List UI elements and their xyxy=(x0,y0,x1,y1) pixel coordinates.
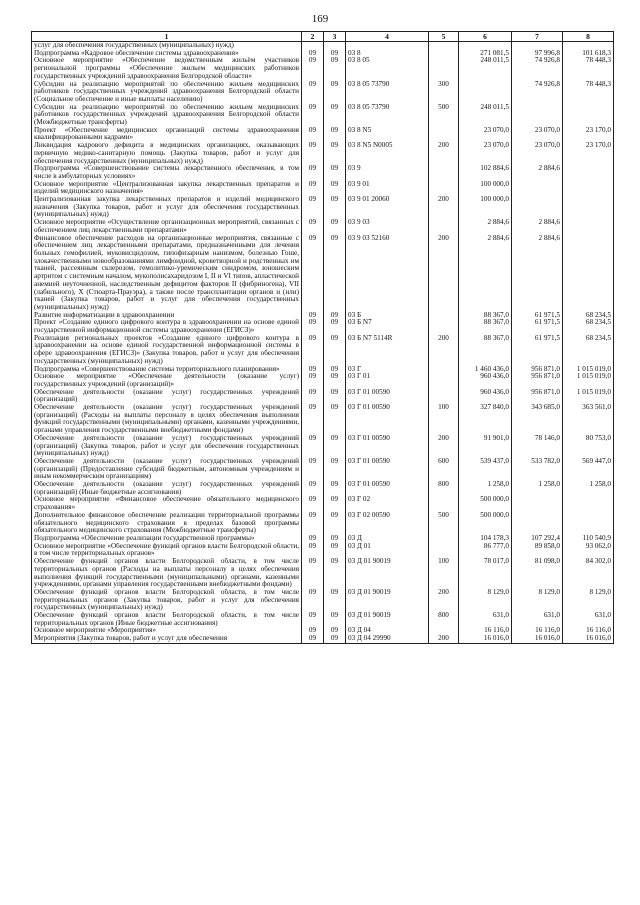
amount-col-6: 248 011,5 xyxy=(459,104,512,127)
target-article-code: 03 9 03 xyxy=(346,219,429,234)
subsection-code: 09 xyxy=(324,612,346,627)
subsection-code: 09 xyxy=(324,404,346,435)
row-description: Основное мероприятие «Централизованная закупка лекарственных препаратов и изделий медицинского назначения» xyxy=(32,181,302,196)
subsection-code: 09 xyxy=(324,558,346,589)
amount-col-6: 271 081,5 xyxy=(459,50,512,58)
amount-col-7: 61 971,5 xyxy=(512,319,563,334)
amount-col-8: 101 618,3 xyxy=(563,50,614,58)
amount-col-7: 16 116,0 xyxy=(512,627,563,635)
amount-col-7: 956 871,0 xyxy=(512,373,563,388)
subsection-code: 09 xyxy=(324,389,346,404)
amount-col-7: 8 129,0 xyxy=(512,589,563,612)
row-description: Основное мероприятие «Обеспечение деятельности (оказание услуг) государственных учреждений (организаций)» xyxy=(32,373,302,388)
amount-col-6: 8 129,0 xyxy=(459,589,512,612)
subsection-code: 09 xyxy=(324,104,346,127)
amount-col-6 xyxy=(459,42,512,50)
table-row xyxy=(32,612,614,627)
row-description: Дополнительное финансовое обеспечение реализации территориальной программы обязательного медицинского страхования в пределах базовой программы обязательного медицинского страхования (Межбюджетные трансферты) xyxy=(32,512,302,535)
table-row xyxy=(32,458,614,481)
expense-type-code xyxy=(429,57,459,80)
row-description: Подпрограмма «Кадровое обеспечение системы здравоохранения» xyxy=(32,50,302,58)
target-article-code: 03 8 xyxy=(346,50,429,58)
amount-col-8: 68 234,5 xyxy=(563,319,614,334)
amount-col-8: 16 016,0 xyxy=(563,635,614,643)
expense-type-code xyxy=(429,181,459,196)
row-description: Подпрограмма «Совершенствование системы лекарственного обеспечения, в том числе в амбулаторных условиях» xyxy=(32,165,302,180)
expense-type-code xyxy=(429,42,459,50)
row-description: Подпрограмма «Совершенствование системы территориального планирования» xyxy=(32,366,302,374)
table-row xyxy=(32,104,614,127)
amount-col-7: 2 884,6 xyxy=(512,165,563,180)
target-article-code: 03 8 N5 xyxy=(346,127,429,142)
amount-col-6: 327 840,0 xyxy=(459,404,512,435)
amount-col-6: 2 884,6 xyxy=(459,235,512,312)
amount-col-8: 23 170,0 xyxy=(563,142,614,165)
amount-col-6: 23 070,0 xyxy=(459,142,512,165)
amount-col-8 xyxy=(563,42,614,50)
amount-col-8: 93 062,0 xyxy=(563,543,614,558)
section-code: 09 xyxy=(302,389,324,404)
column-header: 7 xyxy=(512,32,563,42)
amount-col-8 xyxy=(563,181,614,196)
row-description: Обеспечение деятельности (оказание услуг) государственных учреждений (организаций) (Предоставление субсидий бюджетным, автономным учреждениям и иным некоммерческим организациям) xyxy=(32,458,302,481)
amount-col-6: 500 000,0 xyxy=(459,512,512,535)
expense-type-code xyxy=(429,312,459,320)
target-article-code: 03 Д 01 xyxy=(346,543,429,558)
table-row xyxy=(32,196,614,219)
amount-col-6: 16 016,0 xyxy=(459,635,512,643)
section-code: 09 xyxy=(302,142,324,165)
section-code: 09 xyxy=(302,512,324,535)
target-article-code: 03 Г 02 00590 xyxy=(346,512,429,535)
expense-type-code xyxy=(429,319,459,334)
amount-col-8: 78 448,3 xyxy=(563,57,614,80)
table-row xyxy=(32,366,614,374)
row-description: Субсидии на реализацию мероприятий по обеспечению жильем медицинских работников государственных учреждений здравоохранения Белгородской области (Социальное обеспечение и иные выплаты населению) xyxy=(32,81,302,104)
amount-col-6: 100 000,0 xyxy=(459,181,512,196)
amount-col-6: 91 901,0 xyxy=(459,435,512,458)
target-article-code: 03 Г xyxy=(346,366,429,374)
expense-type-code xyxy=(429,543,459,558)
amount-col-7: 74 926,8 xyxy=(512,81,563,104)
expense-type-code: 500 xyxy=(429,104,459,127)
section-code: 09 xyxy=(302,235,324,312)
target-article-code: 03 Г 02 xyxy=(346,496,429,511)
subsection-code: 09 xyxy=(324,57,346,80)
expense-type-code xyxy=(429,127,459,142)
section-code: 09 xyxy=(302,535,324,543)
table-row xyxy=(32,389,614,404)
amount-col-8 xyxy=(563,196,614,219)
row-description: Обеспечение деятельности (оказание услуг) государственных учреждений (организаций) xyxy=(32,389,302,404)
expense-type-code xyxy=(429,165,459,180)
section-code xyxy=(302,42,324,50)
table-row xyxy=(32,219,614,234)
expense-type-code: 800 xyxy=(429,612,459,627)
amount-col-7: 97 996,8 xyxy=(512,50,563,58)
subsection-code: 09 xyxy=(324,512,346,535)
subsection-code: 09 xyxy=(324,335,346,366)
amount-col-6: 2 884,6 xyxy=(459,219,512,234)
amount-col-7: 23 070,0 xyxy=(512,142,563,165)
table-row xyxy=(32,312,614,320)
expense-type-code: 100 xyxy=(429,404,459,435)
section-code: 09 xyxy=(302,612,324,627)
target-article-code: 03 8 N5 N0005 xyxy=(346,142,429,165)
amount-col-7: 2 884,6 xyxy=(512,219,563,234)
amount-col-6 xyxy=(459,81,512,104)
expense-type-code: 500 xyxy=(429,512,459,535)
section-code: 09 xyxy=(302,435,324,458)
amount-col-7 xyxy=(512,196,563,219)
subsection-code: 09 xyxy=(324,481,346,496)
amount-col-7 xyxy=(512,104,563,127)
table-row xyxy=(32,42,614,50)
expense-type-code: 800 xyxy=(429,481,459,496)
expense-type-code xyxy=(429,50,459,58)
amount-col-8: 631,0 xyxy=(563,612,614,627)
expense-type-code xyxy=(429,219,459,234)
target-article-code: 03 Г 01 00590 xyxy=(346,389,429,404)
row-description: Централизованная закупка лекарственных препаратов и изделий медицинского назначения (Закупка товаров, работ и услуг для обеспечения государственных (муниципальных) нужд) xyxy=(32,196,302,219)
amount-col-7 xyxy=(512,181,563,196)
expense-type-code: 200 xyxy=(429,335,459,366)
section-code: 09 xyxy=(302,589,324,612)
target-article-code xyxy=(346,42,429,50)
page-number: 169 xyxy=(311,13,329,25)
section-code: 09 xyxy=(302,404,324,435)
target-article-code: 03 Г 01 00590 xyxy=(346,481,429,496)
row-description: Субсидии на реализацию мероприятий по обеспечению жильем медицинских работников государственных учреждений здравоохранения Белгородской области (Межбюджетные трансферты) xyxy=(32,104,302,127)
section-code: 09 xyxy=(302,127,324,142)
subsection-code: 09 xyxy=(324,373,346,388)
table-row xyxy=(32,512,614,535)
table-row xyxy=(32,635,614,643)
table-row xyxy=(32,435,614,458)
section-code: 09 xyxy=(302,57,324,80)
expense-type-code: 200 xyxy=(429,435,459,458)
row-description: Обеспечение деятельности (оказание услуг) государственных учреждений (организаций) (Расходы на выплаты персоналу в целях обеспечения выполнения функций государственными (муниципальными) органами, казенными учреждениями, органами управления государственными внебюджетными фондами) xyxy=(32,404,302,435)
subsection-code: 09 xyxy=(324,127,346,142)
amount-col-8: 569 447,0 xyxy=(563,458,614,481)
target-article-code: 03 Б N7 xyxy=(346,319,429,334)
amount-col-8: 1 258,0 xyxy=(563,481,614,496)
row-description: Обеспечение деятельности (оказание услуг) государственных учреждений (организаций) (Иные бюджетные ассигнования) xyxy=(32,481,302,496)
amount-col-8: 363 561,0 xyxy=(563,404,614,435)
subsection-code: 09 xyxy=(324,196,346,219)
section-code: 09 xyxy=(302,373,324,388)
amount-col-8: 110 540,9 xyxy=(563,535,614,543)
column-header: 8 xyxy=(563,32,614,42)
amount-col-8: 1 015 019,0 xyxy=(563,366,614,374)
amount-col-8 xyxy=(563,104,614,127)
section-code: 09 xyxy=(302,366,324,374)
target-article-code: 03 Г 01 xyxy=(346,373,429,388)
subsection-code: 09 xyxy=(324,219,346,234)
expense-type-code: 200 xyxy=(429,142,459,165)
subsection-code: 09 xyxy=(324,235,346,312)
subsection-code: 09 xyxy=(324,312,346,320)
budget-table xyxy=(31,31,614,644)
row-description: Финансовое обеспечение расходов на организационные мероприятия, связанные с обеспечением лиц лекарственными препаратами, предназначенными для лечения больных гемофилией, муковисцидозом, гипофизарным нанизмом, болезнью Гоше, злокачественными новообразованиями лимфоидной, кроветворной и родственных им тканей, рассеянным склерозом, гемолитико-уремическим синдромом, юношеским артритом с системным началом, мукополисахаридозом I, II и VI типов, апластической анемией неуточненной, наследственным дефицитом факторов II (фибриногена), VII (лабильного), X (Стюарта-Прауэра), а также после трансплантации органов и (или) тканей (Закупка товаров, работ и услуг для обеспечения государственных (муниципальных) нужд) xyxy=(32,235,302,312)
amount-col-8: 68 234,5 xyxy=(563,335,614,366)
subsection-code xyxy=(324,42,346,50)
amount-col-7: 2 884,6 xyxy=(512,235,563,312)
amount-col-8 xyxy=(563,512,614,535)
section-code: 09 xyxy=(302,181,324,196)
table-row xyxy=(32,373,614,388)
table-row xyxy=(32,543,614,558)
amount-col-8: 78 448,3 xyxy=(563,81,614,104)
target-article-code: 03 Д 01 90019 xyxy=(346,589,429,612)
table-row xyxy=(32,481,614,496)
table-row xyxy=(32,319,614,334)
target-article-code: 03 Г 01 00590 xyxy=(346,435,429,458)
amount-col-8 xyxy=(563,219,614,234)
target-article-code: 03 9 01 20060 xyxy=(346,196,429,219)
subsection-code: 09 xyxy=(324,319,346,334)
target-article-code: 03 8 05 73790 xyxy=(346,104,429,127)
table-row xyxy=(32,181,614,196)
amount-col-6: 248 011,5 xyxy=(459,57,512,80)
amount-col-6: 1 460 436,0 xyxy=(459,366,512,374)
section-code: 09 xyxy=(302,458,324,481)
column-header: 1 xyxy=(32,32,302,42)
amount-col-7: 23 070,0 xyxy=(512,127,563,142)
section-code: 09 xyxy=(302,481,324,496)
amount-col-7: 107 292,4 xyxy=(512,535,563,543)
table-header-row xyxy=(32,32,614,42)
row-description: Обеспечение функций органов власти Белгородской области, в том числе территориальных органов (Закупка товаров, работ и услуг для обеспечения государственных (муниципальных) нужд) xyxy=(32,589,302,612)
expense-type-code xyxy=(429,373,459,388)
row-description: услуг для обеспечения государственных (муниципальных) нужд) xyxy=(32,42,302,50)
amount-col-8 xyxy=(563,235,614,312)
subsection-code: 09 xyxy=(324,50,346,58)
row-description: Основное мероприятие «Финансовое обеспечение обязательного медицинского страхования» xyxy=(32,496,302,511)
amount-col-8: 1 015 019,0 xyxy=(563,373,614,388)
target-article-code: 03 9 xyxy=(346,165,429,180)
column-header: 4 xyxy=(346,32,429,42)
expense-type-code xyxy=(429,627,459,635)
table-row xyxy=(32,404,614,435)
section-code: 09 xyxy=(302,50,324,58)
amount-col-7: 61 971,5 xyxy=(512,335,563,366)
expense-type-code: 200 xyxy=(429,196,459,219)
row-description: Обеспечение функций органов власти Белгородской области, в том числе территориальных органов (Расходы на выплаты персоналу в целях обеспечения выполнения функций государственными (муниципальными) органами, казенными учреждениями, органами управления государственными внебюджетными фондами) xyxy=(32,558,302,589)
target-article-code: 03 Г 01 00590 xyxy=(346,404,429,435)
target-article-code: 03 Б xyxy=(346,312,429,320)
amount-col-8 xyxy=(563,496,614,511)
expense-type-code xyxy=(429,366,459,374)
expense-type-code: 100 xyxy=(429,558,459,589)
subsection-code: 09 xyxy=(324,165,346,180)
amount-col-6: 88 367,0 xyxy=(459,319,512,334)
column-header: 2 xyxy=(302,32,324,42)
table-row xyxy=(32,142,614,165)
amount-col-8: 16 116,0 xyxy=(563,627,614,635)
expense-type-code: 200 xyxy=(429,235,459,312)
target-article-code: 03 Б N7 5114R xyxy=(346,335,429,366)
subsection-code: 09 xyxy=(324,627,346,635)
section-code: 09 xyxy=(302,196,324,219)
amount-col-6: 100 000,0 xyxy=(459,196,512,219)
row-description: Подпрограмма «Обеспечение реализации государственной программы» xyxy=(32,535,302,543)
table-row xyxy=(32,165,614,180)
row-description: Реализация региональных проектов «Создание единого цифрового контура в здравоохранении на основе единой государственной информационной системы в сфере здравоохранения (ЕГИСЗ)» (Закупка товаров, работ и услуг для обеспечения государственных (муниципальных) нужд) xyxy=(32,335,302,366)
amount-col-6: 23 070,0 xyxy=(459,127,512,142)
section-code: 09 xyxy=(302,335,324,366)
amount-col-6: 1 258,0 xyxy=(459,481,512,496)
row-description: Мероприятия (Закупка товаров, работ и услуг для обеспечения xyxy=(32,635,302,643)
amount-col-7: 16 016,0 xyxy=(512,635,563,643)
amount-col-6: 88 367,0 xyxy=(459,335,512,366)
expense-type-code: 200 xyxy=(429,635,459,643)
amount-col-6: 104 178,3 xyxy=(459,535,512,543)
column-header: 6 xyxy=(459,32,512,42)
amount-col-6: 631,0 xyxy=(459,612,512,627)
section-code: 09 xyxy=(302,627,324,635)
amount-col-7 xyxy=(512,496,563,511)
amount-col-7: 533 782,0 xyxy=(512,458,563,481)
table-row xyxy=(32,335,614,366)
section-code: 09 xyxy=(302,81,324,104)
target-article-code: 03 Д 04 xyxy=(346,627,429,635)
expense-type-code xyxy=(429,496,459,511)
table-row xyxy=(32,535,614,543)
row-description: Развитие информатизации в здравоохранении xyxy=(32,312,302,320)
amount-col-7: 61 971,5 xyxy=(512,312,563,320)
target-article-code: 03 9 01 xyxy=(346,181,429,196)
subsection-code: 09 xyxy=(324,589,346,612)
table-row xyxy=(32,50,614,58)
amount-col-7: 81 098,0 xyxy=(512,558,563,589)
row-description: Ликвидация кадрового дефицита в медицинских организациях, оказывающих первичную медико-санитарную помощь (Закупка товаров, работ и услуг для обеспечения государственных (муниципальных) нужд) xyxy=(32,142,302,165)
amount-col-8: 68 234,5 xyxy=(563,312,614,320)
table-row xyxy=(32,57,614,80)
amount-col-6: 960 436,0 xyxy=(459,373,512,388)
table-row xyxy=(32,496,614,511)
amount-col-7: 89 858,0 xyxy=(512,543,563,558)
expense-type-code xyxy=(429,389,459,404)
subsection-code: 09 xyxy=(324,635,346,643)
amount-col-6: 539 437,0 xyxy=(459,458,512,481)
amount-col-7: 956 871,0 xyxy=(512,366,563,374)
expense-type-code: 200 xyxy=(429,589,459,612)
row-description: Обеспечение функций органов власти Белгородской области, в том числе территориальных органов (Иные бюджетные ассигнования) xyxy=(32,612,302,627)
expense-type-code: 600 xyxy=(429,458,459,481)
amount-col-7 xyxy=(512,512,563,535)
subsection-code: 09 xyxy=(324,435,346,458)
section-code: 09 xyxy=(302,543,324,558)
amount-col-7: 343 685,0 xyxy=(512,404,563,435)
section-code: 09 xyxy=(302,312,324,320)
table-row xyxy=(32,589,614,612)
target-article-code: 03 Д 04 29990 xyxy=(346,635,429,643)
section-code: 09 xyxy=(302,558,324,589)
subsection-code: 09 xyxy=(324,181,346,196)
amount-col-6: 102 884,6 xyxy=(459,165,512,180)
section-code: 09 xyxy=(302,104,324,127)
subsection-code: 09 xyxy=(324,81,346,104)
amount-col-7: 631,0 xyxy=(512,612,563,627)
table-row xyxy=(32,558,614,589)
amount-col-7: 78 146,0 xyxy=(512,435,563,458)
row-description: Основное мероприятие «Обеспечение функций органов власти Белгородской области, в том числе территориальных органов» xyxy=(32,543,302,558)
amount-col-6: 960 436,0 xyxy=(459,389,512,404)
amount-col-8: 1 015 019,0 xyxy=(563,389,614,404)
amount-col-6: 88 367,0 xyxy=(459,312,512,320)
amount-col-6: 500 000,0 xyxy=(459,496,512,511)
column-header: 3 xyxy=(324,32,346,42)
amount-col-8: 23 170,0 xyxy=(563,127,614,142)
expense-type-code: 300 xyxy=(429,81,459,104)
amount-col-6: 86 777,0 xyxy=(459,543,512,558)
subsection-code: 09 xyxy=(324,142,346,165)
target-article-code: 03 Д 01 90019 xyxy=(346,558,429,589)
table-row xyxy=(32,81,614,104)
target-article-code: 03 8 05 73790 xyxy=(346,81,429,104)
table-row xyxy=(32,235,614,312)
subsection-code: 09 xyxy=(324,458,346,481)
row-description: Обеспечение деятельности (оказание услуг) государственных учреждений (организаций) (Закупка товаров, работ и услуг для обеспечения государственных (муниципальных) нужд) xyxy=(32,435,302,458)
row-description: Основное мероприятие «Мероприятия» xyxy=(32,627,302,635)
amount-col-6: 16 116,0 xyxy=(459,627,512,635)
section-code: 09 xyxy=(302,635,324,643)
target-article-code: 03 8 05 xyxy=(346,57,429,80)
section-code: 09 xyxy=(302,219,324,234)
subsection-code: 09 xyxy=(324,535,346,543)
amount-col-7: 74 926,8 xyxy=(512,57,563,80)
amount-col-8: 8 129,0 xyxy=(563,589,614,612)
amount-col-8: 84 302,0 xyxy=(563,558,614,589)
subsection-code: 09 xyxy=(324,496,346,511)
row-description: Основное мероприятие «Осуществление организационных мероприятий, связанных с обеспечением лиц лекарственными препаратами» xyxy=(32,219,302,234)
table-row xyxy=(32,127,614,142)
row-description: Проект «Создание единого цифрового контура в здравоохранении на основе единой государственной информационной системы здравоохранения (ЕГИСЗ)» xyxy=(32,319,302,334)
amount-col-7 xyxy=(512,42,563,50)
column-header: 5 xyxy=(429,32,459,42)
section-code: 09 xyxy=(302,165,324,180)
section-code: 09 xyxy=(302,319,324,334)
target-article-code: 03 Д xyxy=(346,535,429,543)
target-article-code: 03 9 03 52160 xyxy=(346,235,429,312)
amount-col-6: 78 017,0 xyxy=(459,558,512,589)
row-description: Проект «Обеспечение медицинских организаций системы здравоохранения квалифицированными кадрами» xyxy=(32,127,302,142)
amount-col-8: 80 753,0 xyxy=(563,435,614,458)
expense-type-code xyxy=(429,535,459,543)
subsection-code: 09 xyxy=(324,543,346,558)
row-description: Основное мероприятие «Обеспечение ведомственным жильём участников региональной программы «Обеспечение жильем медицинских работников государственных учреждений здравоохранения Белгородской области» xyxy=(32,57,302,80)
section-code: 09 xyxy=(302,496,324,511)
amount-col-8 xyxy=(563,165,614,180)
target-article-code: 03 Д 01 90019 xyxy=(346,612,429,627)
amount-col-7: 1 258,0 xyxy=(512,481,563,496)
amount-col-7: 956 871,0 xyxy=(512,389,563,404)
target-article-code: 03 Г 01 00590 xyxy=(346,458,429,481)
table-row xyxy=(32,627,614,635)
subsection-code: 09 xyxy=(324,366,346,374)
